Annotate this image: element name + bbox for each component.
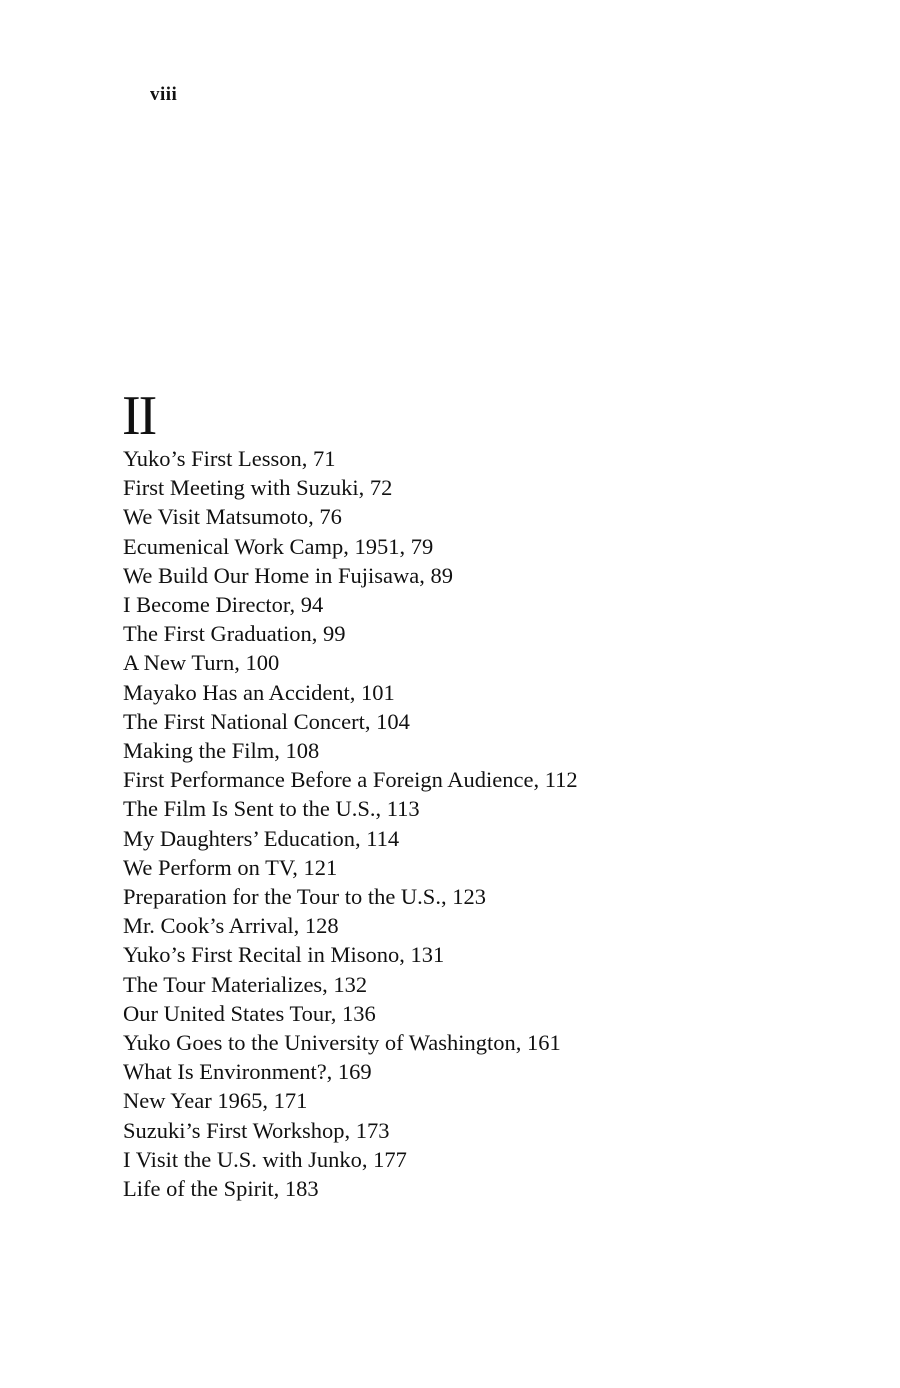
toc-entry: The First Graduation, 99 (123, 621, 346, 647)
toc-entry: I Visit the U.S. with Junko, 177 (123, 1146, 407, 1172)
toc-entry: Mayako Has an Accident, 101 (123, 679, 395, 705)
toc-entry: We Visit Matsumoto, 76 (123, 504, 342, 530)
page-number: viii (150, 84, 178, 105)
toc-entry: Yuko’s First Recital in Misono, 131 (123, 942, 445, 968)
toc-entry: The First National Concert, 104 (123, 708, 410, 734)
toc-entry: We Perform on TV, 121 (123, 854, 338, 880)
toc-entry: New Year 1965, 171 (123, 1088, 308, 1114)
toc-entry: First Meeting with Suzuki, 72 (123, 475, 393, 501)
toc-entry: We Build Our Home in Fujisawa, 89 (123, 562, 454, 588)
toc-entry: Preparation for the Tour to the U.S., 123 (123, 884, 486, 910)
toc-entry: The Tour Materializes, 132 (123, 971, 368, 997)
toc-entry: Ecumenical Work Camp, 1951, 79 (123, 533, 434, 559)
toc-entry: Yuko’s First Lesson, 71 (123, 446, 336, 471)
toc-entry: Our United States Tour, 136 (123, 1000, 376, 1026)
toc-entry: Mr. Cook’s Arrival, 128 (123, 913, 339, 939)
toc-entry: My Daughters’ Education, 114 (123, 825, 400, 851)
toc-entry: Suzuki’s First Workshop, 173 (123, 1117, 390, 1143)
toc-entry: What Is Environment?, 169 (123, 1059, 372, 1085)
toc-entry: The Film Is Sent to the U.S., 113 (123, 796, 420, 822)
toc-entry: I Become Director, 94 (123, 592, 324, 618)
toc-entry: First Performance Before a Foreign Audience, 112 (123, 767, 578, 793)
part-heading: II (122, 385, 156, 447)
toc-entry: Life of the Spirit, 183 (123, 1176, 319, 1202)
toc-entry: A New Turn, 100 (123, 650, 280, 676)
toc-entry: Making the Film, 108 (123, 738, 320, 764)
table-of-contents (123, 444, 578, 1203)
toc-entry: Yuko Goes to the University of Washington, 161 (123, 1030, 561, 1056)
